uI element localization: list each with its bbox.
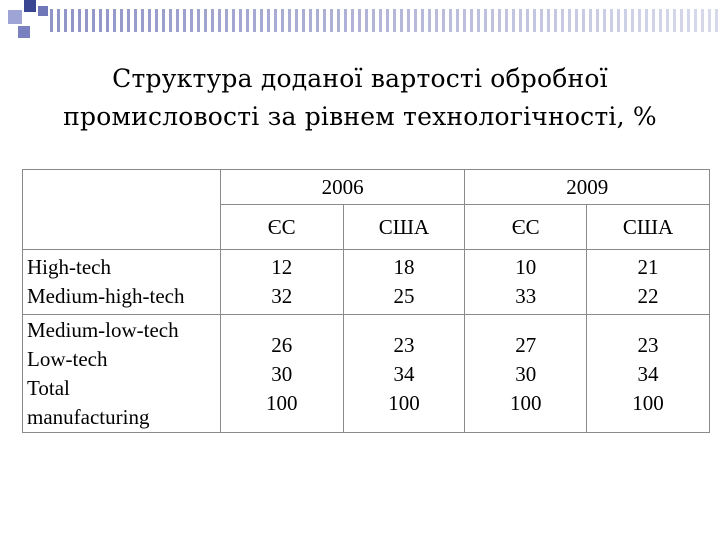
value-cell <box>343 250 465 315</box>
decorative-square <box>24 0 36 12</box>
decorative-square <box>38 6 48 16</box>
value: 18 <box>393 255 415 279</box>
value-cell <box>465 250 587 315</box>
region-header: ЄС <box>465 205 587 250</box>
row-label: Low-tech <box>27 347 108 371</box>
title-line: промисловості за рівнем технологічності, % <box>63 102 657 131</box>
decorative-square <box>18 26 30 38</box>
value: 22 <box>637 284 659 308</box>
value: 33 <box>515 284 537 308</box>
value: 100 <box>509 390 542 415</box>
region-header: ЄС <box>220 205 343 250</box>
value: 100 <box>388 390 420 415</box>
value-cell <box>587 250 710 315</box>
value: 21 <box>637 255 659 279</box>
value: 30 <box>271 361 293 386</box>
row-label: manufacturing <box>27 405 150 429</box>
header-row-years <box>23 170 710 205</box>
region-header: США <box>587 205 710 250</box>
decorative-stripe-bar <box>50 9 720 32</box>
value: 32 <box>271 284 293 308</box>
value-cell <box>220 250 343 315</box>
value-cell <box>343 315 465 433</box>
year-header: 2009 <box>465 170 710 205</box>
value-cell <box>220 315 343 433</box>
value: 100 <box>632 390 664 415</box>
value: 10 <box>515 255 537 279</box>
table-row <box>23 315 710 433</box>
title-line: Структура доданої вартості обробної <box>112 64 608 93</box>
value: 23 <box>393 332 415 357</box>
decorative-square <box>8 10 22 24</box>
slide-title <box>0 60 720 136</box>
value: 23 <box>637 332 659 357</box>
row-label: Medium-high-tech <box>27 284 185 308</box>
row-label: Medium-low-tech <box>27 318 179 342</box>
row-label: High-tech <box>27 255 111 279</box>
value: 25 <box>393 284 415 308</box>
value: 26 <box>271 332 293 357</box>
value-cell <box>465 315 587 433</box>
empty-corner-cell <box>23 170 221 250</box>
value-cell <box>587 315 710 433</box>
value: 30 <box>515 361 537 386</box>
table-row <box>23 250 710 315</box>
value: 12 <box>271 255 293 279</box>
value: 27 <box>515 332 537 357</box>
value: 100 <box>265 390 298 415</box>
value: 34 <box>637 361 659 386</box>
year-header: 2006 <box>220 170 465 205</box>
value-added-table <box>22 169 710 433</box>
row-labels <box>23 250 221 315</box>
value: 34 <box>393 361 415 386</box>
row-labels <box>23 315 221 433</box>
row-label: Total <box>27 376 70 400</box>
region-header: США <box>343 205 465 250</box>
